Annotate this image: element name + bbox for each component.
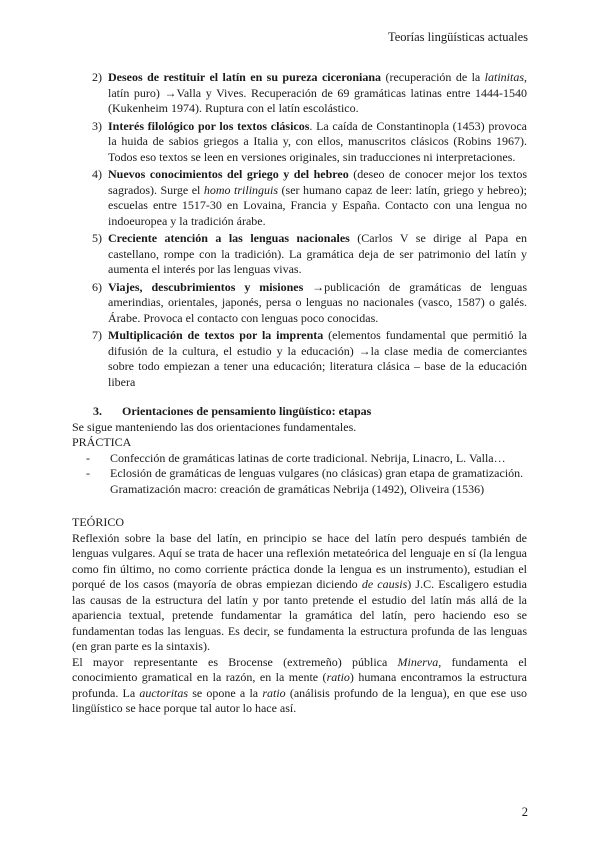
bullet-dash: - (86, 466, 90, 480)
list-item (86, 466, 527, 497)
list-item (72, 231, 527, 278)
item-number: 4) (92, 167, 102, 181)
item-text: Interés filológico por los textos clásicos. La caída de Constantinopla (1453) provoca la huida de sabios griegos a Italia y, con ellos, manuscritos clásicos (Robins 1967). Todos eso textos se leen en versiones originales, sin traducciones ni interpretaciones. (108, 118, 527, 164)
list-item (86, 451, 527, 467)
list-item (72, 328, 527, 390)
item-number: 6) (92, 279, 102, 294)
section-3-heading (72, 404, 527, 420)
item-number: 2) (92, 70, 102, 84)
list-item (72, 167, 527, 229)
paragraph: Reflexión sobre la base del latín, en principio se hace del latín pero después también de lenguas vulgares. Aquí se trata de hacer una reflexión metateórica del lenguaje en sí (la lengua como fin último, no como corriente práctica donde la lengua es un instrumento), estudian el porqué de los casos (mayoría de obras empiezan diciendo de causis) J.C. Escaligero estudia las causas de la estructura del latín y por tanto pretende el estudio del latín más allá de la apariencia textual, pretende fundamentar la gramática del latín, pero haciendo eso se fundamentan todas las lenguas. Es decir, se fundamenta la estructura profunda de las lenguas (en gran parte es la sintaxis). (72, 530, 527, 653)
bullet-dash: - (86, 450, 90, 465)
item-text: Multiplicación de textos por la imprenta (elementos fundamental que permitió la difusión de la cultura, el estudio y la educación) →la clase media de comerciantes sobre todo empiezan a tener una educación; literatura clásica – base de la educación libera (108, 328, 527, 389)
list-item (72, 70, 527, 117)
section-title: Orientaciones de pensamiento lingüístico: etapas (122, 404, 372, 418)
teorico-label: TEÓRICO (72, 515, 124, 529)
item-number: 7) (92, 328, 102, 342)
item-number: 3) (92, 118, 102, 133)
numbered-list (72, 70, 527, 390)
item-text: Creciente atención a las lenguas nacionales (Carlos V se dirige al Papa en castellano, rompe con la tradición). La gramática deja de ser patrimonio del latín y aumenta el interés por las lenguas vivas. (108, 231, 527, 276)
running-header: Teorías lingüísticas actuales (387, 30, 528, 44)
section-intro: Se sigue manteniendo las dos orientaciones fundamentales. (72, 419, 357, 434)
list-item (72, 119, 527, 166)
page-number: 2 (521, 805, 528, 819)
item-text: Nuevos conocimientos del griego y del hebreo (deseo de conocer mejor los textos sagrados). Surge el homo trilinguis (ser humano capaz de leer: latín, griego y hebreo); escuelas entre 1517-30 en Lovaina, Francia y España. Contacto con una lengua no indoeuropea y la tradición árabe. (108, 167, 527, 228)
page-body (72, 70, 527, 717)
item-text: Deseos de restituir el latín en su pureza ciceroniana (recuperación de la latinitas, latín puro) →Valla y Vives. Recuperación de 69 gramáticas latinas entre 1444-1540 (Kukenheim 1974). Ruptura con el latín escolástico. (108, 70, 527, 115)
practica-label: PRÁCTICA (72, 435, 132, 449)
bullet-text: Eclosión de gramáticas de lenguas vulgares (no clásicas) gran etapa de gramatización. Gramatización macro: creación de gramáticas Nebrija (1492), Oliveira (1536) (110, 466, 524, 496)
list-item (72, 280, 527, 327)
section-number: 3. (93, 404, 102, 418)
item-number: 5) (92, 231, 102, 245)
paragraph: El mayor representante es Brocense (extremeño) pública Minerva, fundamenta el conocimiento gramatical en la razón, en la mente (ratio) humana encontramos la estructura profunda. La auctoritas se opone a la ratio (análisis profundo de la lengua), en que ese uso lingüístico se hace porque tal autor lo hace así. (72, 654, 528, 715)
bullet-text: Confección de gramáticas latinas de corte tradicional. Nebrija, Linacro, L. Valla… (110, 450, 506, 465)
item-text: Viajes, descubrimientos y misiones →publicación de gramáticas de lenguas amerindias, orientales, japonés, persa o lenguas no nacionales (vasco, 1587) o galés. Árabe. Provoca el contacto con lenguas poco conocidas. (108, 279, 527, 325)
